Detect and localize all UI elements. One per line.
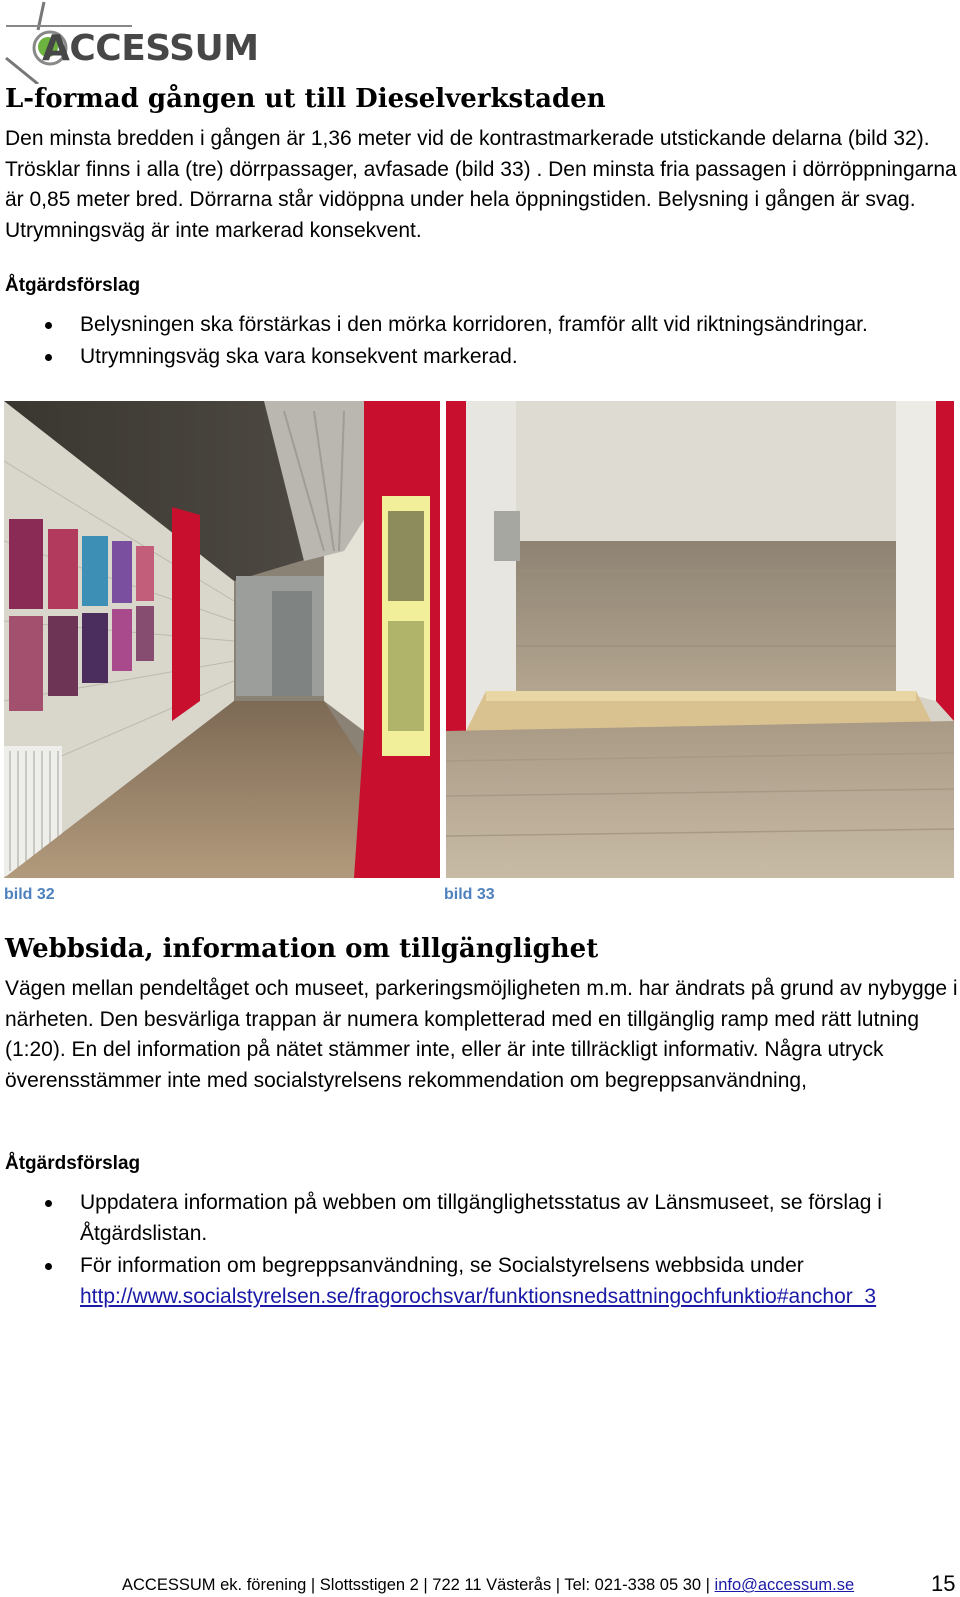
section1-bullet-list (0, 309, 960, 373)
section2-paragraph: Vägen mellan pendeltåget och museet, parkeringsmöjligheten m.m. har ändrats på grund av nybygge i närheten. Den besvärliga trappan är numera kompletterad med en tillgänglig ramp med rätt lutning (1:20). En del information på nätet stämmer inte, eller är inte tillräckligt informativ. Några utryck överensstämmer inte med socialstyrelsens rekommendation om begreppsanvändning, (5, 977, 958, 1092)
section-heading-webbsida: Webbsida, information om tillgänglighet (5, 934, 599, 964)
footer-email-link[interactable]: info@accessum.se (714, 1576, 855, 1594)
page-footer (122, 1576, 854, 1595)
bullet-icon (45, 322, 52, 329)
photo-caption-bild-33: bild 33 (444, 886, 495, 903)
section-heading-dieselverkstaden: L-formad gången ut till Dieselverkstaden (5, 84, 606, 114)
bullet-icon (45, 354, 52, 361)
footer-contact-text: ACCESSUM ek. förening | Slottsstigen 2 | 722 11 Västerås | Tel: 021-338 05 30 | (122, 1576, 715, 1594)
section2-subheading: Åtgärdsförslag (5, 1153, 141, 1174)
list-item: För information om begreppsanvändning, se Socialstyrelsens webbsida under http://www.socialstyrelsen.se/fragorochsvar/funktionsnedsattningochfunktio#anchor_3 (0, 1250, 960, 1312)
section1-subheading: Åtgärdsförslag (5, 275, 141, 296)
logo-text: ACCESSUM (42, 28, 259, 69)
list-item: Utrymningsväg ska vara konsekvent markerad. (0, 341, 960, 372)
photo-threshold (446, 401, 954, 878)
section1-paragraph: Den minsta bredden i gången är 1,36 meter vid de kontrastmarkerade utstickande delarna (bild 32). Trösklar finns i alla (tre) dörrpassager, avfasade (bild 33) . Den minsta fria passagen i dörröppningarna är 0,85 meter bred. Dörrarna står vidöppna under hela öppningstiden. Belysning i gången är svag. Utrymningsväg är inte markerad konsekvent. (5, 127, 957, 242)
photo-caption-bild-32: bild 32 (4, 886, 55, 903)
socialstyrelsen-link[interactable]: http://www.socialstyrelsen.se/fragorochsvar/funktionsnedsattningochfunktio#anchor_3 (80, 1285, 877, 1308)
section2-bullet-list (0, 1187, 960, 1313)
page-number: 15 (931, 1571, 956, 1596)
bullet-icon (45, 1200, 52, 1207)
photo-corridor (4, 401, 440, 878)
bullet-icon (45, 1263, 52, 1270)
list-item: Uppdatera information på webben om tillgänglighetsstatus av Länsmuseet, se förslag i Åtgärdslistan. (0, 1187, 960, 1249)
accessum-logo (4, 0, 274, 84)
list-item: Belysningen ska förstärkas i den mörka korridoren, framför allt vid riktningsändringar. (0, 309, 960, 340)
